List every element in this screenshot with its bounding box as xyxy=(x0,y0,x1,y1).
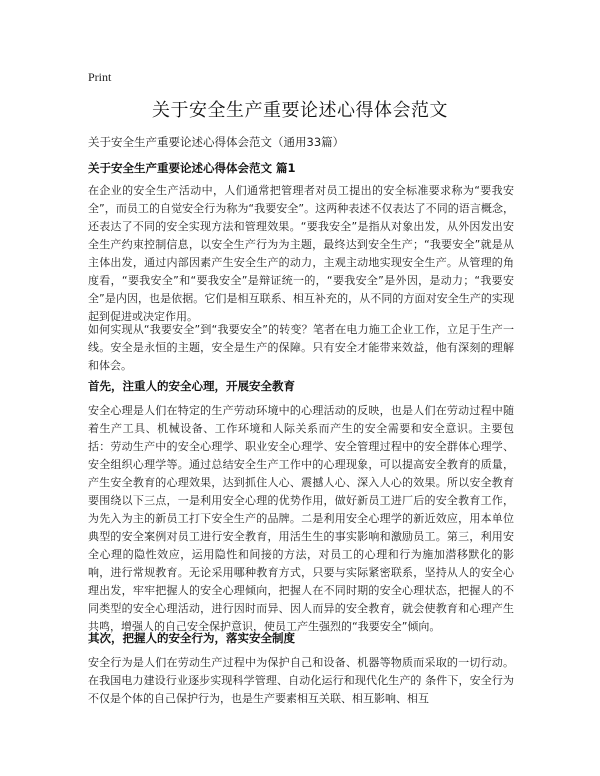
section-heading-1: 关于安全生产重要论述心得体会范文 篇1 xyxy=(88,161,296,175)
page-title: 关于安全生产重要论述心得体会范文 xyxy=(152,100,448,121)
document-subtitle: 关于安全生产重要论述心得体会范文（通用33篇） xyxy=(88,135,345,149)
section-heading-3: 其次，把握人的安全行为，落实安全制度 xyxy=(88,631,295,645)
section-1-paragraph-1: 在企业的安全生产活动中，人们通常把管理者对员工提出的安全标准要求称为“要我安全”，而员工的自觉安全行为称为“我要安全”。这两种表述不仅表达了不同的语言概念，还表达了不同的安全实现方法和管理效果。“要我安全”是指从对象出发，从外因发出安全生产约束控制信息，以安全生产行为为主题，最终达到安全生产；“我要安全”就是从主体出发，通过内部因素产生安全生产的动力，主观主动地实现安全生产。从管理的角度看，“要我安全”和“要我安全”是辩证统一的，“要我安全”是外因，是动力；“我要安全”是内因，也是依据。它们是相互联系、相互补充的，从不同的方面对安全生产的实现起到促进或决定作用。 xyxy=(88,184,514,323)
section-1-paragraph-2: 如何实现从“我要安全”到“我要安全”的转变？笔者在电力施工企业工作，立足于生产一线。安全是永恒的主题，安全是生产的保障。只有安全才能带来效益，他有深刻的理解和体会。 xyxy=(88,323,514,372)
print-link[interactable]: Print xyxy=(88,70,112,84)
section-3-paragraph: 安全行为是人们在劳动生产过程中为保护自己和设备、机器等物质而采取的一切行动。在我国电力建设行业逐步实现科学管理、自动化运行和现代化生产的 条件下，安全行为不仅是个体的自己保护行为，也是生产要素相互关联、相互影响、相互 xyxy=(88,656,514,705)
section-heading-2: 首先，注重人的安全心理，开展安全教育 xyxy=(88,379,295,393)
section-2-paragraph: 安全心理是人们在特定的生产劳动环境中的心理活动的反映，也是人们在劳动过程中随着生产工具、机械设备、工作环境和人际关系而产生的安全需要和安全意识。主要包括：劳动生产中的安全心理学、职业安全心理学、安全管理过程中的安全群体心理学、安全组织心理学等。通过总结安全生产工作中的心理现象，可以提高安全教育的质量，产生安全教育的心理效果，达到抓住人心、震撼人心、深入人心的效果。所以安全教育要围绕以下三点，一是利用安全心理的优势作用，做好新员工进厂后的安全教育工作，为先入为主的新员工打下安全生产的品牌。二是利用安全心理学的新近效应，用本单位典型的安全案例对员工进行安全教育，用活生生的事实影响和激励员工。第三，利用安全心理的隐性效应，运用隐性和间接的方法，对员工的心理和行为施加潜移默化的影响，进行常规教育。无论采用哪种教育方式，只要与实际紧密联系，坚持从人的安全心理出发，牢牢把握人的安全心理倾向，把握人在不同时期的安全心理状态，把握人的不同类型的安全心理活动，进行因时而异、因人而异的安全教育，就会使教育和心理产生共鸣，增强人的自己安全保护意识，使员工产生强烈的“我要安全”倾向。 xyxy=(88,404,514,633)
